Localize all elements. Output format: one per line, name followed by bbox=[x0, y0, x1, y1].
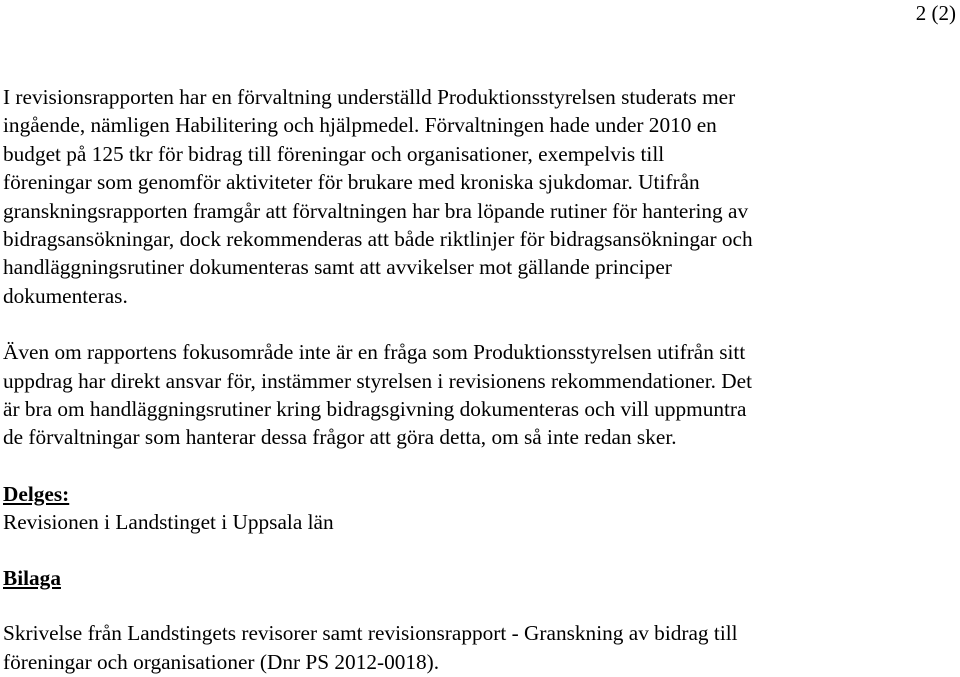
paragraph-line: ingående, nämligen Habilitering och hjälpmedel. Förvaltningen hade under 2010 en bbox=[3, 113, 717, 138]
document-body bbox=[3, 83, 953, 676]
spacer bbox=[3, 537, 953, 564]
paragraph-line: I revisionsrapporten har en förvaltning underställd Produktionsstyrelsen studerats mer bbox=[3, 85, 736, 109]
paragraph-line: budget på 125 tkr för bidrag till föreningar och organisationer, exempelvis till bbox=[3, 141, 665, 166]
paragraph-revision-report bbox=[3, 83, 953, 310]
paragraph-line: de förvaltningar som hanterar dessa frågor att göra detta, om så inte redan sker. bbox=[3, 425, 677, 450]
spacer bbox=[3, 452, 953, 480]
paragraph-line: granskningsrapporten framgår att förvaltningen har bra löpande rutiner för hantering av bbox=[3, 198, 749, 223]
bilaga-line: föreningar och organisationer (Dnr PS 2012-0018). bbox=[3, 649, 440, 674]
spacer bbox=[3, 592, 953, 619]
paragraph-line: uppdrag har direkt ansvar för, instämmer styrelsen i revisionens rekommendationer. Det bbox=[3, 368, 753, 393]
bilaga-section bbox=[3, 564, 953, 676]
paragraph-line: föreningar som genomför aktiviteter för brukare med kroniska sjukdomar. Utifrån bbox=[3, 170, 700, 195]
page-number: 2 (2) bbox=[915, 1, 956, 25]
paragraph-line: Även om rapportens fokusområde inte är en fråga som Produktionsstyrelsen utifrån sitt bbox=[3, 340, 746, 365]
paragraph-line: handläggningsrutiner dokumenteras samt att avvikelser mot gällande principer bbox=[3, 255, 672, 280]
bilaga-heading: Bilaga bbox=[3, 565, 61, 590]
delges-heading: Delges: bbox=[3, 481, 70, 506]
bilaga-line: Skrivelse från Landstingets revisorer samt revisionsrapport - Granskning av bidrag till bbox=[3, 621, 738, 646]
delges-section bbox=[3, 480, 953, 537]
delges-recipient: Revisionen i Landstinget i Uppsala län bbox=[3, 510, 334, 535]
spacer bbox=[3, 310, 953, 338]
paragraph-line: dokumenteras. bbox=[3, 283, 128, 308]
paragraph-board-response bbox=[3, 338, 953, 452]
paragraph-line: är bra om handläggningsrutiner kring bidragsgivning dokumenteras och vill uppmuntra bbox=[3, 397, 747, 422]
paragraph-line: bidragsansökningar, dock rekommenderas att både riktlinjer för bidragsansökningar och bbox=[3, 227, 753, 252]
